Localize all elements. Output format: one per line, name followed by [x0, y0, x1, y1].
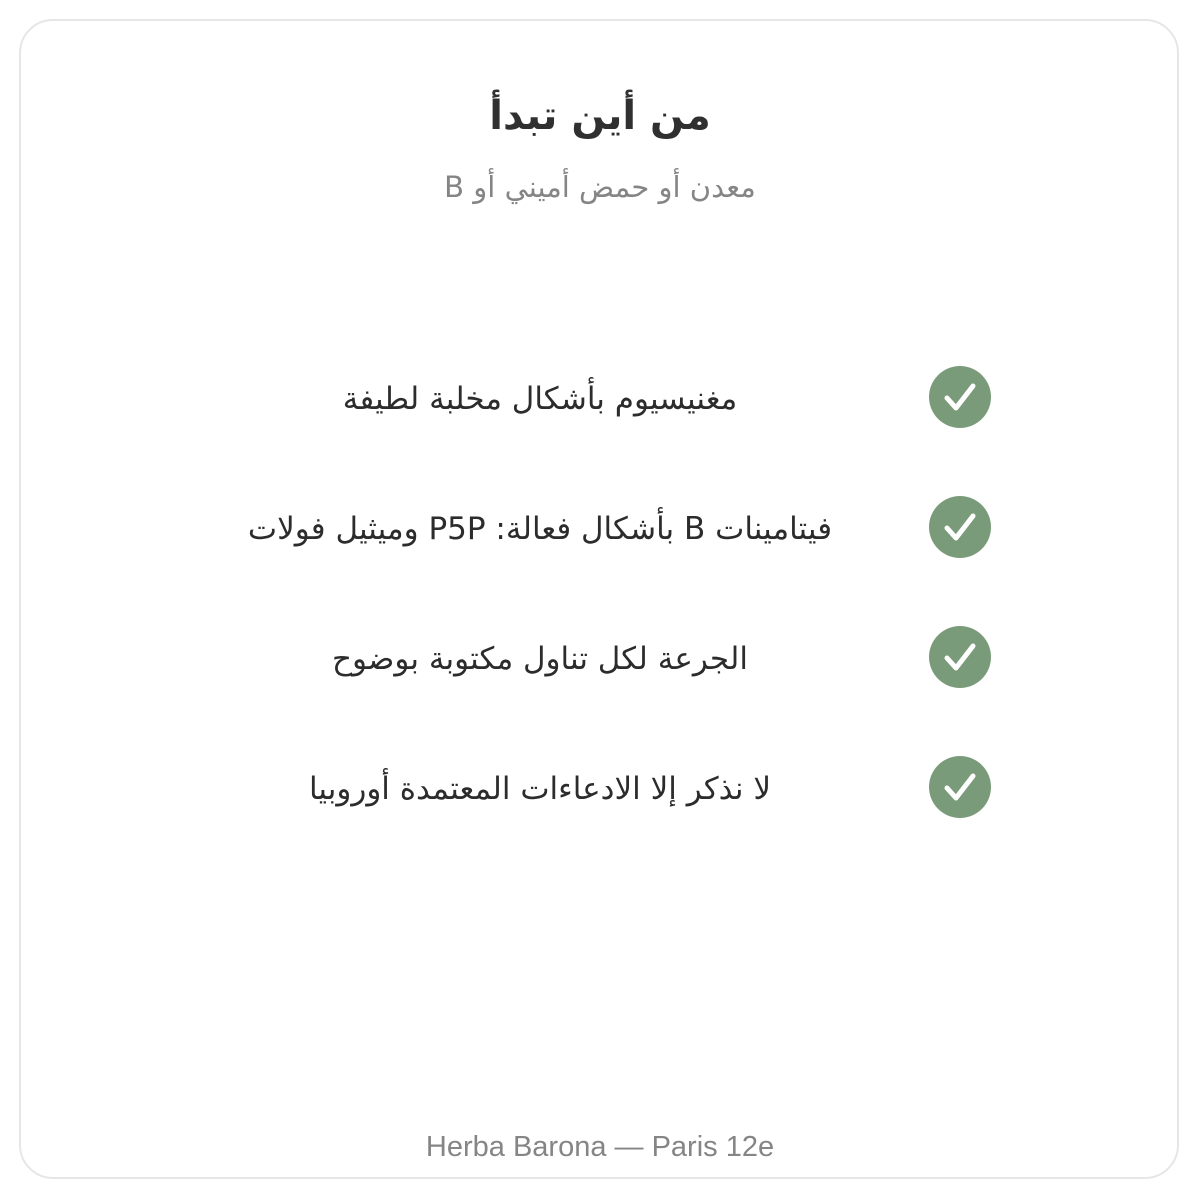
checklist-item-label: فيتامينات B بأشكال فعالة: P5P وميثيل فولات — [247, 511, 833, 547]
checklist-item-label: مغنيسيوم بأشكال مخلبة لطيفة — [342, 381, 738, 417]
footer-text: Herba Barona — Paris 12e — [425, 1131, 775, 1163]
page-title: من أين تبدأ — [489, 93, 711, 139]
check-circle-icon — [929, 366, 991, 428]
page-subtitle: معدن أو حمض أميني أو B — [444, 170, 756, 204]
checklist-item-label: لا نذكر إلا الادعاءات المعتمدة أوروبيا — [308, 771, 772, 807]
check-circle-icon — [929, 756, 991, 818]
checklist-item — [0, 496, 1200, 560]
checklist-item — [0, 366, 1200, 430]
checklist-item — [0, 626, 1200, 690]
check-circle-icon — [929, 626, 991, 688]
checklist-item-label: الجرعة لكل تناول مكتوبة بوضوح — [331, 641, 748, 677]
check-circle-icon — [929, 496, 991, 558]
checklist-item — [0, 756, 1200, 820]
